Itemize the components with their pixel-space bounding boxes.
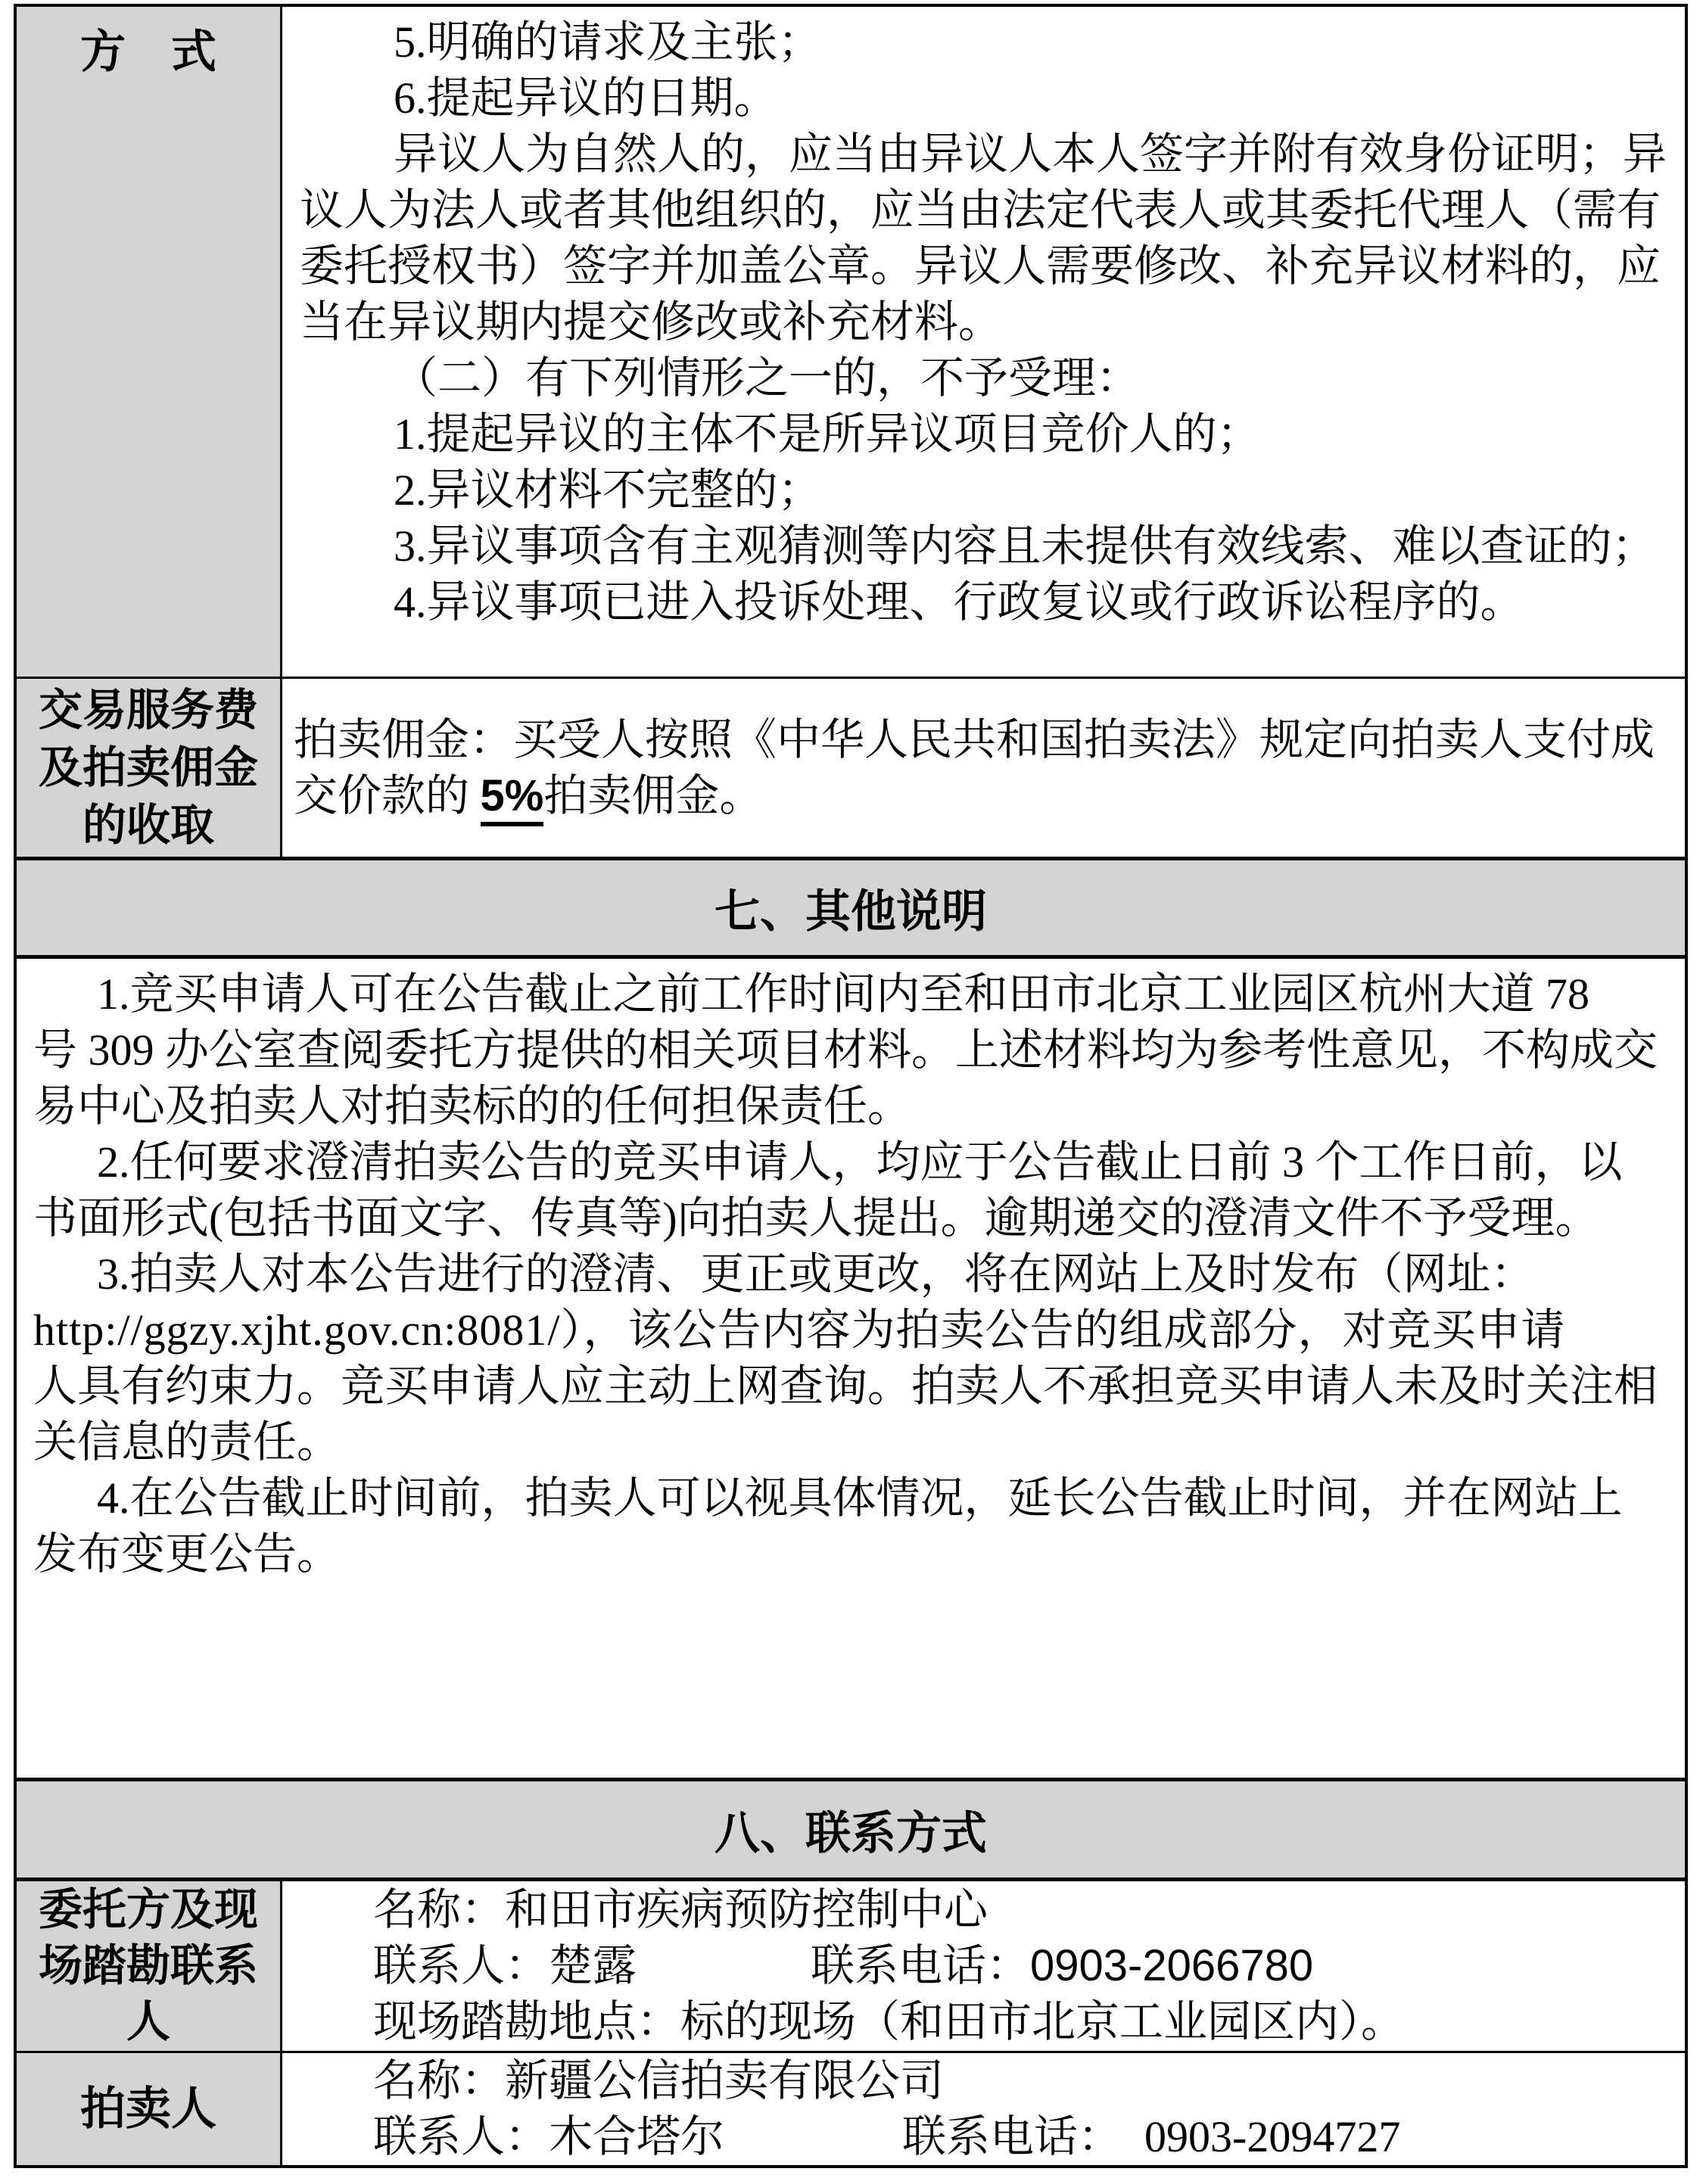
note-line: 发布变更公告。 bbox=[33, 1529, 341, 1579]
note-line: 号 309 办公室查阅委托方提供的相关项目材料。上述材料均为参考性意见，不构成交 bbox=[33, 1025, 1658, 1075]
row-label-method bbox=[17, 7, 282, 677]
row-label-method-text: 方 式 bbox=[80, 27, 216, 77]
note-line: 3.拍卖人对本公告进行的澄清、更正或更改，将在网站上及时发布（网址： bbox=[97, 1249, 1535, 1299]
table-row-service-fee bbox=[17, 677, 1685, 857]
method-line: （二）有下列情形之一的，不予受理： bbox=[394, 353, 1141, 403]
note-line: 4.在公告截止时间前，拍卖人可以视具体情况，延长公告截止时间，并在网站上 bbox=[97, 1473, 1623, 1523]
section-title-other-notes: 七、其他说明 bbox=[714, 886, 987, 937]
client-person-line bbox=[373, 1938, 1685, 1994]
notice-table bbox=[14, 4, 1688, 2168]
section-header-other-notes bbox=[17, 857, 1685, 955]
method-line: 5.明确的请求及主张； bbox=[394, 17, 822, 67]
auctioneer-name-line: 名称：新疆公信拍卖有限公司 bbox=[373, 2056, 945, 2105]
row-label-auctioneer bbox=[17, 2053, 282, 2165]
method-content bbox=[282, 7, 1685, 677]
section-header-contact bbox=[17, 1778, 1685, 1878]
method-line: 6.提起异议的日期。 bbox=[394, 73, 778, 123]
auctioneer-content bbox=[282, 2053, 1685, 2165]
note-line: 关信息的责任。 bbox=[33, 1417, 341, 1467]
method-line: 异议人为自然人的，应当由异议人本人签字并附有效身份证明；异 bbox=[394, 129, 1667, 179]
section-title-contact: 八、联系方式 bbox=[714, 1808, 987, 1859]
fee-content bbox=[282, 679, 1685, 857]
note-line: 易中心及拍卖人对拍卖标的的任何担保责任。 bbox=[33, 1081, 912, 1131]
auctioneer-phone-label: 联系电话： bbox=[902, 2112, 1122, 2161]
client-label-line: 场踏勘联系 bbox=[38, 1941, 258, 1990]
method-line: 1.提起异议的主体不是所异议项目竞价人的； bbox=[394, 409, 1261, 459]
method-line: 委托授权书）签字并加盖公章。异议人需要修改、补充异议材料的，应 bbox=[300, 241, 1661, 291]
auctioneer-person: 联系人：木合塔尔 bbox=[373, 2112, 725, 2161]
method-line: 4.异议事项已进入投诉处理、行政复议或行政诉讼程序的。 bbox=[394, 577, 1524, 627]
table-row-objection-method bbox=[17, 7, 1685, 677]
client-label-line: 委托方及现 bbox=[38, 1885, 258, 1934]
client-phone-label: 联系电话： bbox=[811, 1941, 1031, 1990]
client-label-line: 人 bbox=[126, 1997, 170, 2046]
auctioneer-phone-number: 0903-2094727 bbox=[1144, 2112, 1401, 2161]
fee-line bbox=[294, 768, 1685, 824]
client-person: 联系人：楚露 bbox=[373, 1941, 637, 1990]
fee-line: 拍卖佣金：买受人按照《中华人民共和国拍卖法》规定向拍卖人支付成 bbox=[294, 714, 1655, 764]
other-notes-body bbox=[17, 955, 1685, 1778]
fee-label-line: 的收取 bbox=[82, 800, 214, 850]
site-visit-line: 现场踏勘地点：标的现场（和田市北京工业园区内）。 bbox=[373, 1997, 1406, 2046]
method-line: 2.异议材料不完整的； bbox=[394, 465, 822, 515]
method-line: 3.异议事项含有主观猜测等内容且未提供有效线索、难以查证的； bbox=[394, 521, 1656, 571]
auctioneer-person-line bbox=[373, 2109, 1685, 2165]
fee-label-line: 及拍卖佣金 bbox=[38, 742, 258, 792]
client-name-line: 名称：和田市疾病预防控制中心 bbox=[373, 1885, 988, 1934]
note-line: 书面形式(包括书面文字、传真等)向拍卖人提出。逾期递交的澄清文件不予受理。 bbox=[33, 1193, 1599, 1243]
note-line-url: http://ggzy.xjht.gov.cn:8081/），该公告内容为拍卖公告的组成部分，对竞买申请 bbox=[33, 1305, 1566, 1355]
fee-label-line: 交易服务费 bbox=[38, 685, 258, 735]
commission-rate-value: 5% bbox=[481, 771, 544, 826]
method-line: 当在异议期内提交修改或补充材料。 bbox=[300, 297, 1003, 347]
table-row-client-contact bbox=[17, 1878, 1685, 2051]
note-line: 2.任何要求澄清拍卖公告的竞买申请人，均应于公告截止日前 3 个工作日前，以 bbox=[97, 1137, 1623, 1187]
row-label-service-fee bbox=[17, 679, 282, 857]
client-phone-number: 0903-2066780 bbox=[1030, 1941, 1314, 1990]
note-line: 人具有约束力。竞买申请人应主动上网查询。拍卖人不承担竞买申请人未及时关注相 bbox=[33, 1361, 1658, 1411]
row-label-client-contact bbox=[17, 1881, 282, 2051]
auctioneer-label-text: 拍卖人 bbox=[80, 2084, 216, 2134]
client-contact-content bbox=[282, 1881, 1685, 2051]
fee-line2-prefix: 交价款的 bbox=[294, 770, 481, 820]
note-line: 1.竞买申请人可在公告截止之前工作时间内至和田市北京工业园区杭州大道 78 bbox=[97, 969, 1590, 1019]
fee-line2-suffix: 拍卖佣金。 bbox=[543, 770, 764, 820]
method-line: 议人为法人或者其他组织的，应当由法定代表人或其委托代理人（需有 bbox=[300, 185, 1661, 235]
table-row-auctioneer bbox=[17, 2051, 1685, 2165]
